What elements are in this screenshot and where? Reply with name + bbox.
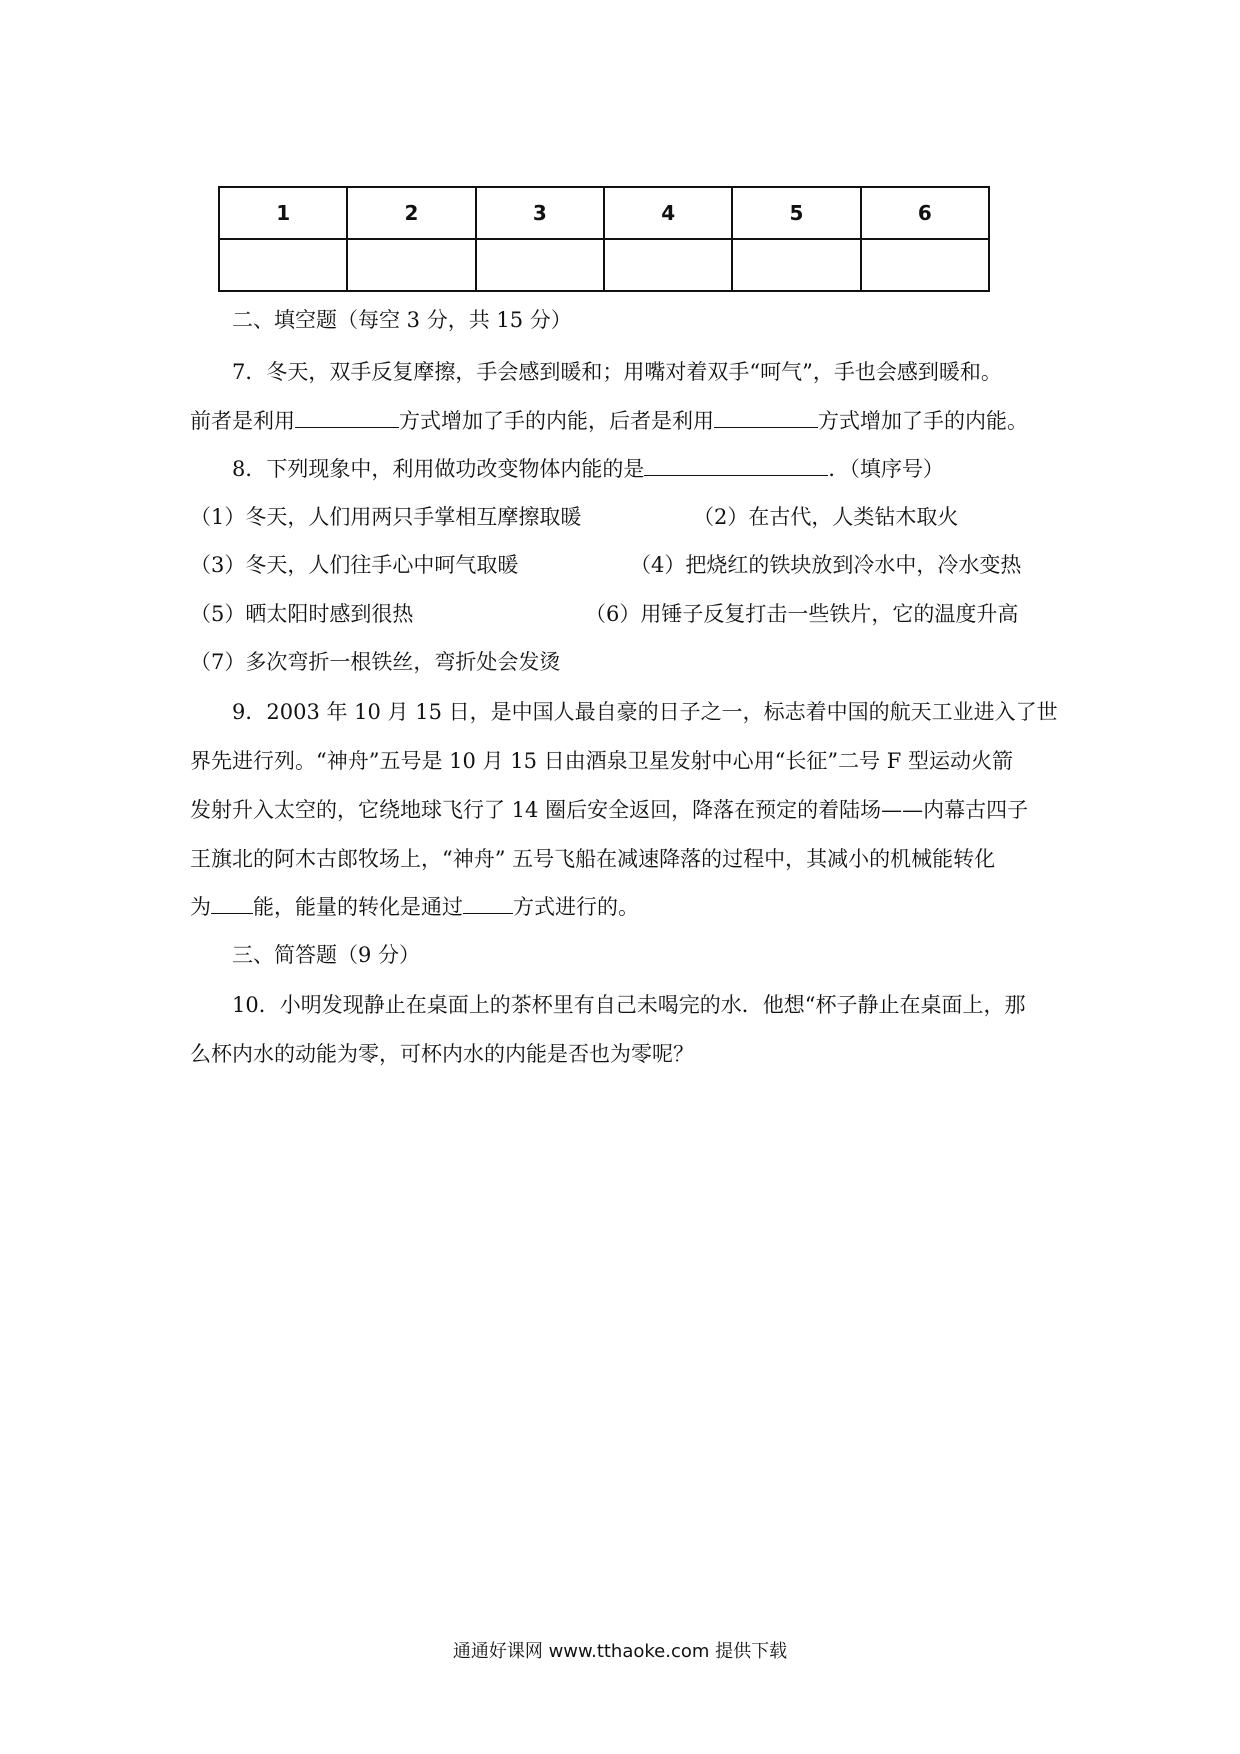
section3-title: 三、简答题（9 分） xyxy=(232,943,421,967)
answer-cell-2[interactable] xyxy=(347,239,475,291)
q7-text-c: 方式增加了手的内能。 xyxy=(818,409,1028,433)
answer-cell-3[interactable] xyxy=(476,239,604,291)
q8-text-a: 8．下列现象中，利用做功改变物体内能的是 xyxy=(232,457,645,481)
q9-text-a: 为 xyxy=(190,895,211,919)
q7-text-a: 前者是利用 xyxy=(190,409,295,433)
answer-table-header-1: 1 xyxy=(219,187,347,239)
q8-option-7: （7）多次弯折一根铁丝，弯折处会发烫 xyxy=(190,650,561,674)
answer-cell-5[interactable] xyxy=(732,239,860,291)
q9-blank-2[interactable] xyxy=(463,891,513,914)
q7-blank-2[interactable] xyxy=(714,405,818,428)
answer-table xyxy=(218,186,990,292)
q7-blank-1[interactable] xyxy=(295,405,399,428)
page-footer: 通通好课网 www.tthaoke.com 提供下载 xyxy=(452,1641,788,1662)
q9-text-b: 能，能量的转化是通过 xyxy=(253,895,463,919)
q9-line2: 界先进行列。“神舟”五号是 10 月 15 日由酒泉卫星发射中心用“长征”二号 F 型运动火箭 xyxy=(190,749,1014,773)
q9-line1: 9．2003 年 10 月 15 日，是中国人最自豪的日子之一，标志着中国的航天工业进入了世 xyxy=(232,700,1058,724)
answer-cell-1[interactable] xyxy=(219,239,347,291)
q7-line2 xyxy=(190,405,1028,436)
answer-table-header-5: 5 xyxy=(732,187,860,239)
answer-table-answer-row xyxy=(219,239,989,291)
q9-line4: 王旗北的阿木古郎牧场上，“神舟” 五号飞船在减速降落的过程中，其减小的机械能转化 xyxy=(190,847,996,871)
answer-table-header-row xyxy=(219,187,989,239)
q9-line5 xyxy=(190,891,639,922)
q10-line2: 么杯内水的动能为零，可杯内水的内能是否也为零呢？ xyxy=(190,1042,694,1066)
q8-stem xyxy=(232,453,944,484)
q8-option-5: （5）晒太阳时感到很热 xyxy=(190,602,414,626)
q7-text-b: 方式增加了手的内能，后者是利用 xyxy=(399,409,714,433)
answer-table-header-6: 6 xyxy=(861,187,989,239)
q9-text-c: 方式进行的。 xyxy=(513,895,639,919)
q8-option-6: （6）用锤子反复打击一些铁片，它的温度升高 xyxy=(585,602,1019,626)
q9-line3: 发射升入太空的，它绕地球飞行了 14 圈后安全返回，降落在预定的着陆场——内幕古四子 xyxy=(190,798,1029,822)
answer-table-header-3: 3 xyxy=(476,187,604,239)
q9-blank-1[interactable] xyxy=(211,891,253,914)
answer-table-header-2: 2 xyxy=(347,187,475,239)
q8-option-3: （3）冬天，人们往手心中呵气取暖 xyxy=(190,553,519,577)
q8-text-b: ．（填序号） xyxy=(828,457,944,481)
q8-option-4: （4）把烧红的铁块放到冷水中，冷水变热 xyxy=(630,553,1022,577)
q10-line1: 10．小明发现静止在桌面上的茶杯里有自己未喝完的水．他想“杯子静止在桌面上，那 xyxy=(232,993,1026,1017)
answer-cell-6[interactable] xyxy=(861,239,989,291)
section2-title: 二、填空题（每空 3 分，共 15 分） xyxy=(232,308,572,332)
q8-option-1: （1）冬天，人们用两只手掌相互摩擦取暖 xyxy=(190,505,582,529)
q8-option-2: （2）在古代，人类钻木取火 xyxy=(693,505,959,529)
answer-table-header-4: 4 xyxy=(604,187,732,239)
answer-cell-4[interactable] xyxy=(604,239,732,291)
q8-blank[interactable] xyxy=(644,453,828,476)
q7-line1: 7．冬天，双手反复摩擦，手会感到暖和；用嘴对着双手“呵气”，手也会感到暖和。 xyxy=(232,360,1002,384)
